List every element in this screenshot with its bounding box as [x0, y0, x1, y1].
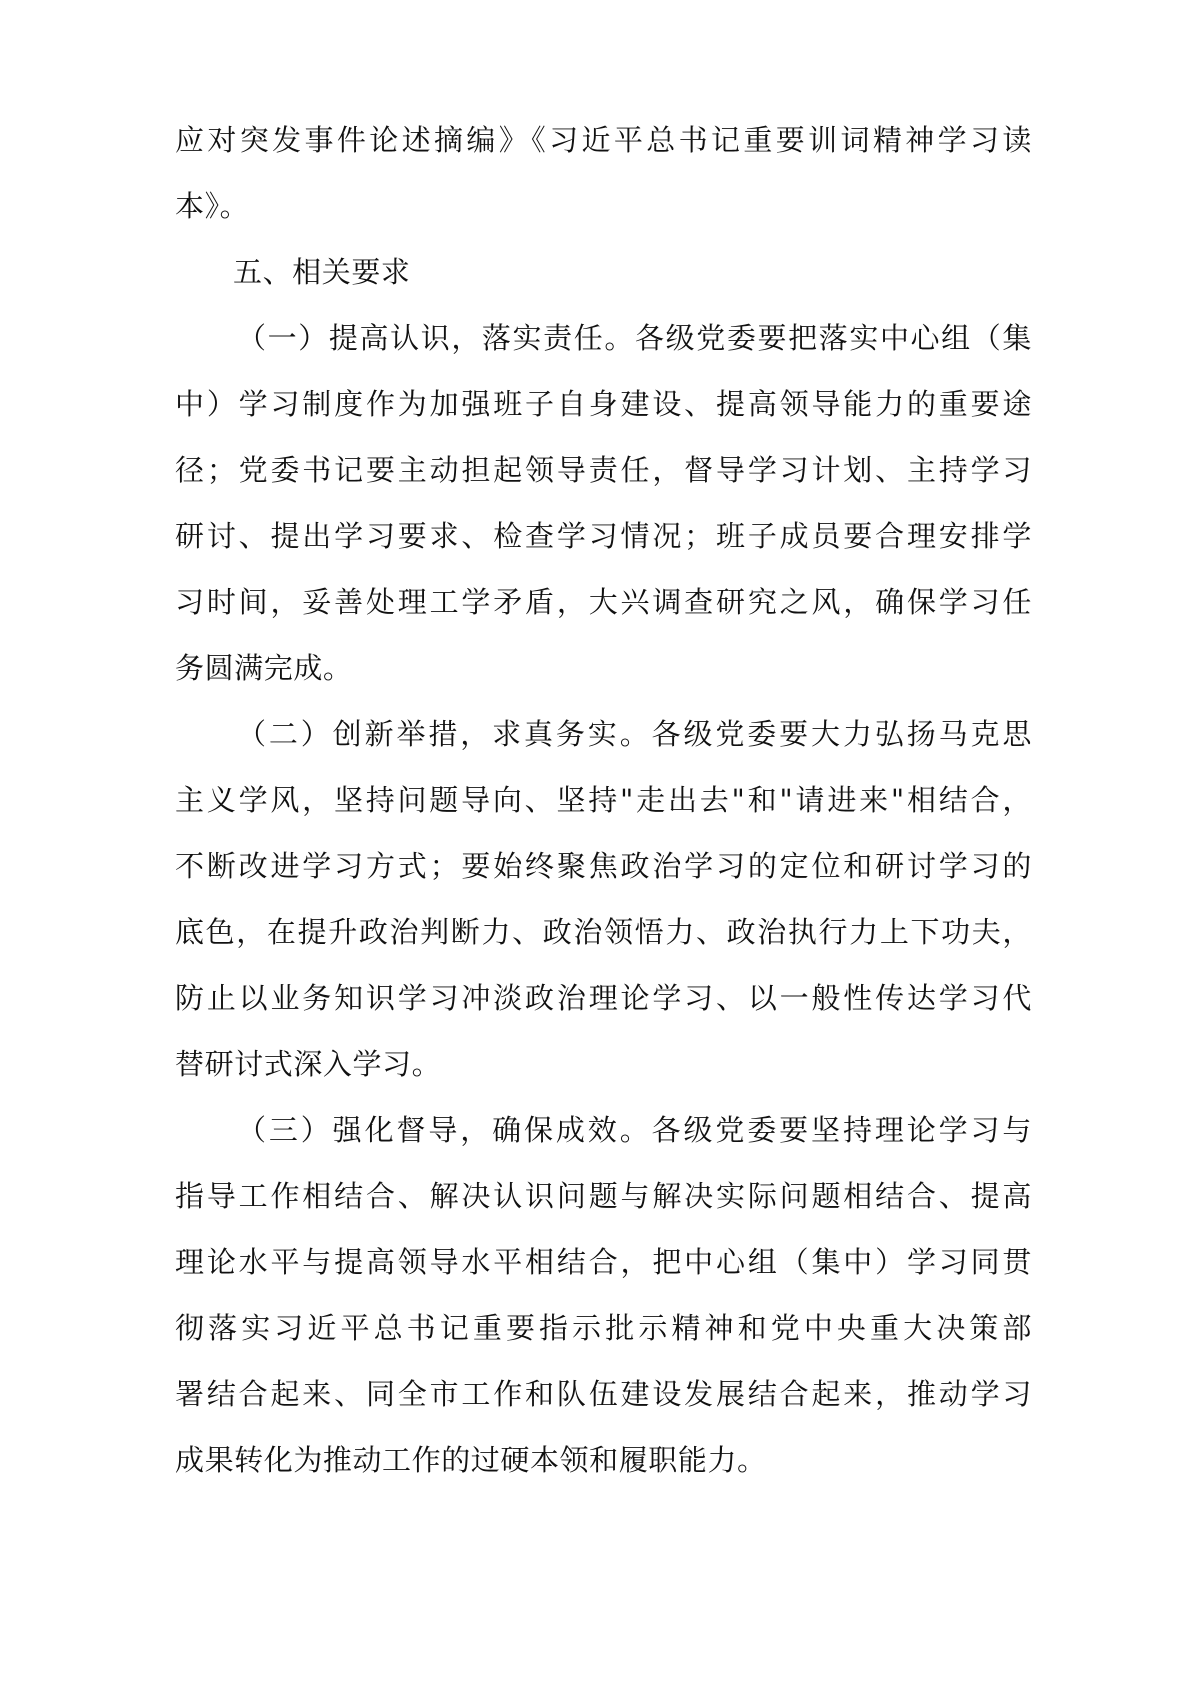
text-line: 指导工作相结合、解决认识问题与解决实际问题相结合、提高 [175, 1179, 1032, 1213]
paragraph-requirement-1 [175, 305, 1032, 701]
paragraph-requirement-3 [175, 1097, 1032, 1493]
text-line: 径；党委书记要主动担起领导责任，督导学习计划、主持学习 [175, 453, 1032, 487]
text-line: 替研讨式深入学习。 [175, 1047, 442, 1081]
text-line: 署结合起来、同全市工作和队伍建设发展结合起来，推动学习 [175, 1377, 1032, 1411]
text-line: 应对突发事件论述摘编》《习近平总书记重要训词精神学习读 [175, 123, 1032, 157]
text-line: 务圆满完成。 [175, 651, 353, 685]
text-line: （一）提高认识，落实责任。各级党委要把落实中心组（集 [237, 321, 1032, 355]
paragraph-requirement-2 [175, 701, 1032, 1097]
paragraph-continuation [175, 107, 1032, 239]
text-line: （三）强化督导，确保成效。各级党委要坚持理论学习与 [237, 1113, 1032, 1147]
text-line: （二）创新举措，求真务实。各级党委要大力弘扬马克思 [237, 717, 1032, 751]
text-line: 研讨、提出学习要求、检查学习情况；班子成员要合理安排学 [175, 519, 1032, 553]
text-line: 防止以业务知识学习冲淡政治理论学习、以一般性传达学习代 [175, 981, 1032, 1015]
text-line: 理论水平与提高领导水平相结合，把中心组（集中）学习同贯 [175, 1245, 1032, 1279]
text-line: 不断改进学习方式；要始终聚焦政治学习的定位和研讨学习的 [175, 849, 1032, 883]
text-line: 底色，在提升政治判断力、政治领悟力、政治执行力上下功夫， [175, 915, 1032, 949]
heading-line: 五、相关要求 [233, 255, 411, 289]
text-line: 主义学风，坚持问题导向、坚持"走出去"和"请进来"相结合， [175, 783, 1032, 817]
text-line: 成果转化为推动工作的过硬本领和履职能力。 [175, 1443, 767, 1477]
text-line: 本》。 [175, 189, 250, 223]
text-line: 中）学习制度作为加强班子自身建设、提高领导能力的重要途 [175, 387, 1032, 421]
text-line: 彻落实习近平总书记重要指示批示精神和党中央重大决策部 [175, 1311, 1032, 1345]
section-heading [175, 239, 1032, 305]
text-line: 习时间，妥善处理工学矛盾，大兴调查研究之风，确保学习任 [175, 585, 1032, 619]
